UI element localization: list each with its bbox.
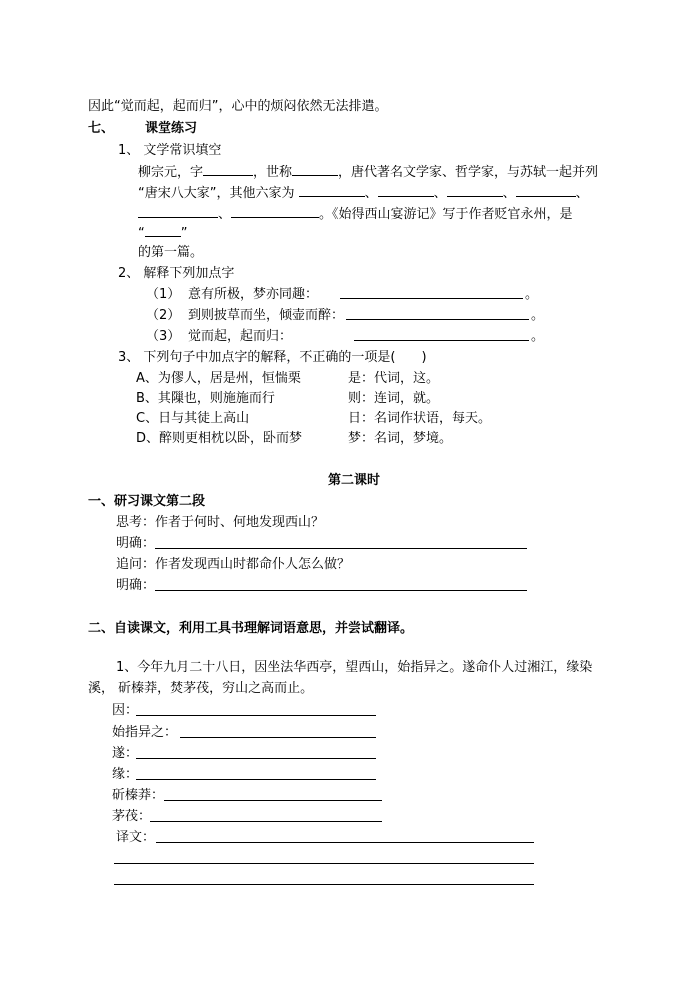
q1-line2: “唐宋八大家”，其他六家为 、 、 、 、	[138, 186, 589, 201]
word-label: 始指异之：	[112, 725, 178, 740]
q1-text: ，世称	[253, 165, 293, 180]
part2-heading: 二、自读课文，利用工具书理解词语意思，并尝试翻译。	[88, 621, 414, 636]
q3-option-a-explain: 是：代词，这。	[348, 371, 440, 386]
section-7-title: 课堂练习	[145, 121, 198, 136]
period: 。	[531, 308, 545, 323]
blank-field[interactable]	[516, 184, 576, 197]
q1-line1	[138, 163, 598, 182]
word-label: 斫榛莽：	[112, 788, 165, 803]
q3-option-a[interactable]: A、为僇人，居是州，恒惴栗	[136, 371, 301, 386]
translation-label: 译文：	[116, 830, 156, 845]
part1-heading: 一、研习课文第二段	[88, 494, 206, 509]
blank-field[interactable]	[447, 184, 503, 197]
blank-field[interactable]	[231, 205, 319, 218]
blank-field[interactable]	[203, 163, 253, 176]
answer-line[interactable]	[155, 590, 527, 591]
blank-field[interactable]	[145, 224, 181, 237]
blank-field[interactable]	[292, 163, 338, 176]
answer-line[interactable]	[114, 863, 534, 864]
answer-line[interactable]	[340, 298, 523, 299]
answer-line[interactable]	[164, 800, 382, 801]
q3-option-c-explain: 日：名词作状语，每天。	[348, 411, 492, 426]
q2-item-2-num: （2）	[146, 308, 181, 323]
q1-text: 《始得西山宴游记》写于作者贬官永州，是	[332, 207, 573, 222]
part1-question-1: 思考：作者于何时、何地发现西山？	[116, 515, 325, 530]
answer-line[interactable]	[354, 340, 529, 341]
passage-line-2: 溪， 斫榛莽，焚茅茷，穷山之高而止。	[88, 681, 314, 696]
lesson-2-title: 第二课时	[327, 473, 380, 488]
q3-option-d[interactable]: D、醉则更相枕以卧，卧而梦	[136, 431, 303, 446]
answer-line[interactable]	[136, 715, 376, 716]
blank-field[interactable]	[138, 205, 218, 218]
q2-item-3-text: 觉而起，起而归：	[188, 329, 293, 344]
q2-item-1-num: （1）	[146, 287, 181, 302]
section-7-number: 七、	[88, 121, 115, 136]
part1-question-2: 追问：作者发现西山时都命仆人怎么做？	[116, 557, 351, 572]
q2-item-3-num: （3）	[146, 329, 181, 344]
period: 。	[525, 287, 539, 302]
q1-heading: 1、 文学常识填空	[118, 143, 222, 158]
q3-option-d-explain: 梦：名词，梦境。	[348, 431, 453, 446]
blank-field[interactable]	[299, 184, 365, 197]
q2-item-1-text: 意有所极，梦亦同趣：	[188, 287, 319, 302]
answer-line[interactable]	[155, 548, 527, 549]
q1-line3: 、 。《始得西山宴游记》写于作者贬官永州，是	[138, 205, 573, 224]
q2-item-2-text: 到则披草而坐，倾壶而醉：	[188, 308, 345, 323]
answer-line[interactable]	[346, 319, 529, 320]
word-label: 缘：	[112, 767, 139, 782]
word-label: 茅茷：	[112, 809, 152, 824]
answer-line[interactable]	[156, 842, 534, 843]
period: 。	[531, 329, 545, 344]
q1-line4	[138, 224, 188, 243]
q3-option-c[interactable]: C、日与其徒上高山	[136, 411, 250, 426]
passage-line-1: 1、今年九月二十八日，因坐法华西亭，望西山，始指异之。遂命仆人过湘江，缘染	[116, 660, 593, 675]
answer-line[interactable]	[136, 779, 376, 780]
q1-text: “唐宋八大家”，其他六家为	[138, 186, 295, 201]
quote-open: “	[138, 226, 145, 241]
q3-option-b-explain: 则：连词，就。	[348, 391, 440, 406]
answer-line[interactable]	[114, 884, 534, 885]
part1-answer-1-label: 明确：	[116, 536, 156, 551]
q2-heading: 2、 解释下列加点字	[118, 266, 235, 281]
q1-text: ，唐代著名文学家、哲学家，与苏轼一起并列	[338, 165, 599, 180]
blank-field[interactable]	[378, 184, 434, 197]
part1-answer-2-label: 明确：	[116, 578, 156, 593]
word-label: 因：	[112, 703, 139, 718]
answer-line[interactable]	[136, 758, 376, 759]
q1-line5: 的第一篇。	[138, 245, 204, 260]
q3-heading: 3、 下列句子中加点字的解释，不正确的一项是( )	[118, 350, 427, 365]
q3-option-b[interactable]: B、其隟也，则施施而行	[136, 391, 275, 406]
answer-line[interactable]	[150, 821, 382, 822]
q1-text: 柳宗元，字	[138, 165, 204, 180]
intro-line: 因此“觉而起，起而归”，心中的烦闷依然无法排遣。	[88, 99, 388, 114]
answer-line[interactable]	[180, 737, 376, 738]
word-label: 遂：	[112, 746, 139, 761]
quote-close: ”	[180, 226, 188, 241]
